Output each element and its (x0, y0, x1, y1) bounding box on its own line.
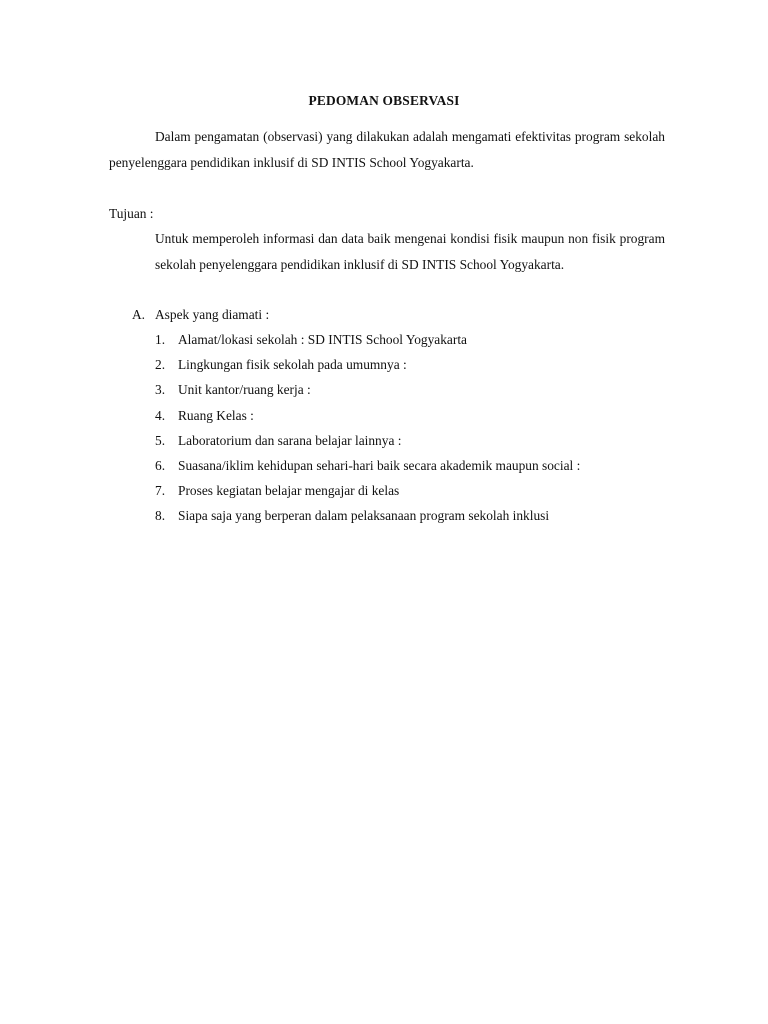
list-item (155, 377, 580, 402)
section-heading (132, 302, 269, 327)
aspect-list (155, 327, 580, 529)
list-item (155, 478, 580, 503)
list-item-text: Suasana/iklim kehidupan sehari-hari baik secara akademik maupun social : (178, 458, 581, 474)
list-item-number: 8. (155, 508, 166, 524)
section-letter: A. (132, 307, 146, 322)
list-item-number: 5. (155, 432, 166, 448)
list-item (155, 403, 580, 428)
tujuan-label: Tujuan : (109, 206, 154, 221)
tujuan-paragraph: Untuk memperoleh informasi dan data baik mengenai kondisi fisik maupun non fisik program sekolah penyelenggara pendidikan inklusif di SD INTIS School Yogyakarta. (155, 231, 665, 272)
list-item-text: Proses kegiatan belajar mengajar di kelas (178, 483, 400, 499)
list-item (155, 352, 580, 377)
list-item (155, 428, 580, 453)
list-item-text: Lingkungan fisik sekolah pada umumnya : (178, 357, 407, 373)
list-item-number: 1. (155, 332, 166, 347)
list-item-number: 2. (155, 357, 166, 373)
list-item-text: Siapa saja yang berperan dalam pelaksanaan program sekolah inklusi (178, 508, 550, 524)
list-item (155, 453, 580, 478)
list-item (155, 503, 580, 528)
document-title: PEDOMAN OBSERVASI (308, 93, 460, 108)
list-item-number: 6. (155, 458, 166, 474)
list-item (155, 327, 580, 352)
list-item-number: 3. (155, 382, 166, 398)
list-item-text: Unit kantor/ruang kerja : (178, 382, 311, 398)
list-item-text: Ruang Kelas : (178, 407, 254, 423)
list-item-number: 4. (155, 407, 166, 423)
list-item-text: Alamat/lokasi sekolah : SD INTIS School Yogyakarta (178, 332, 467, 347)
list-item-text: Laboratorium dan sarana belajar lainnya : (178, 432, 402, 448)
list-item-number: 7. (155, 483, 166, 499)
intro-paragraph: Dalam pengamatan (observasi) yang dilakukan adalah mengamati efektivitas program sekolah penyelenggara pendidikan inklusif di SD INTIS School Yogyakarta. (109, 129, 665, 170)
section-heading-text: Aspek yang diamati : (155, 307, 270, 322)
